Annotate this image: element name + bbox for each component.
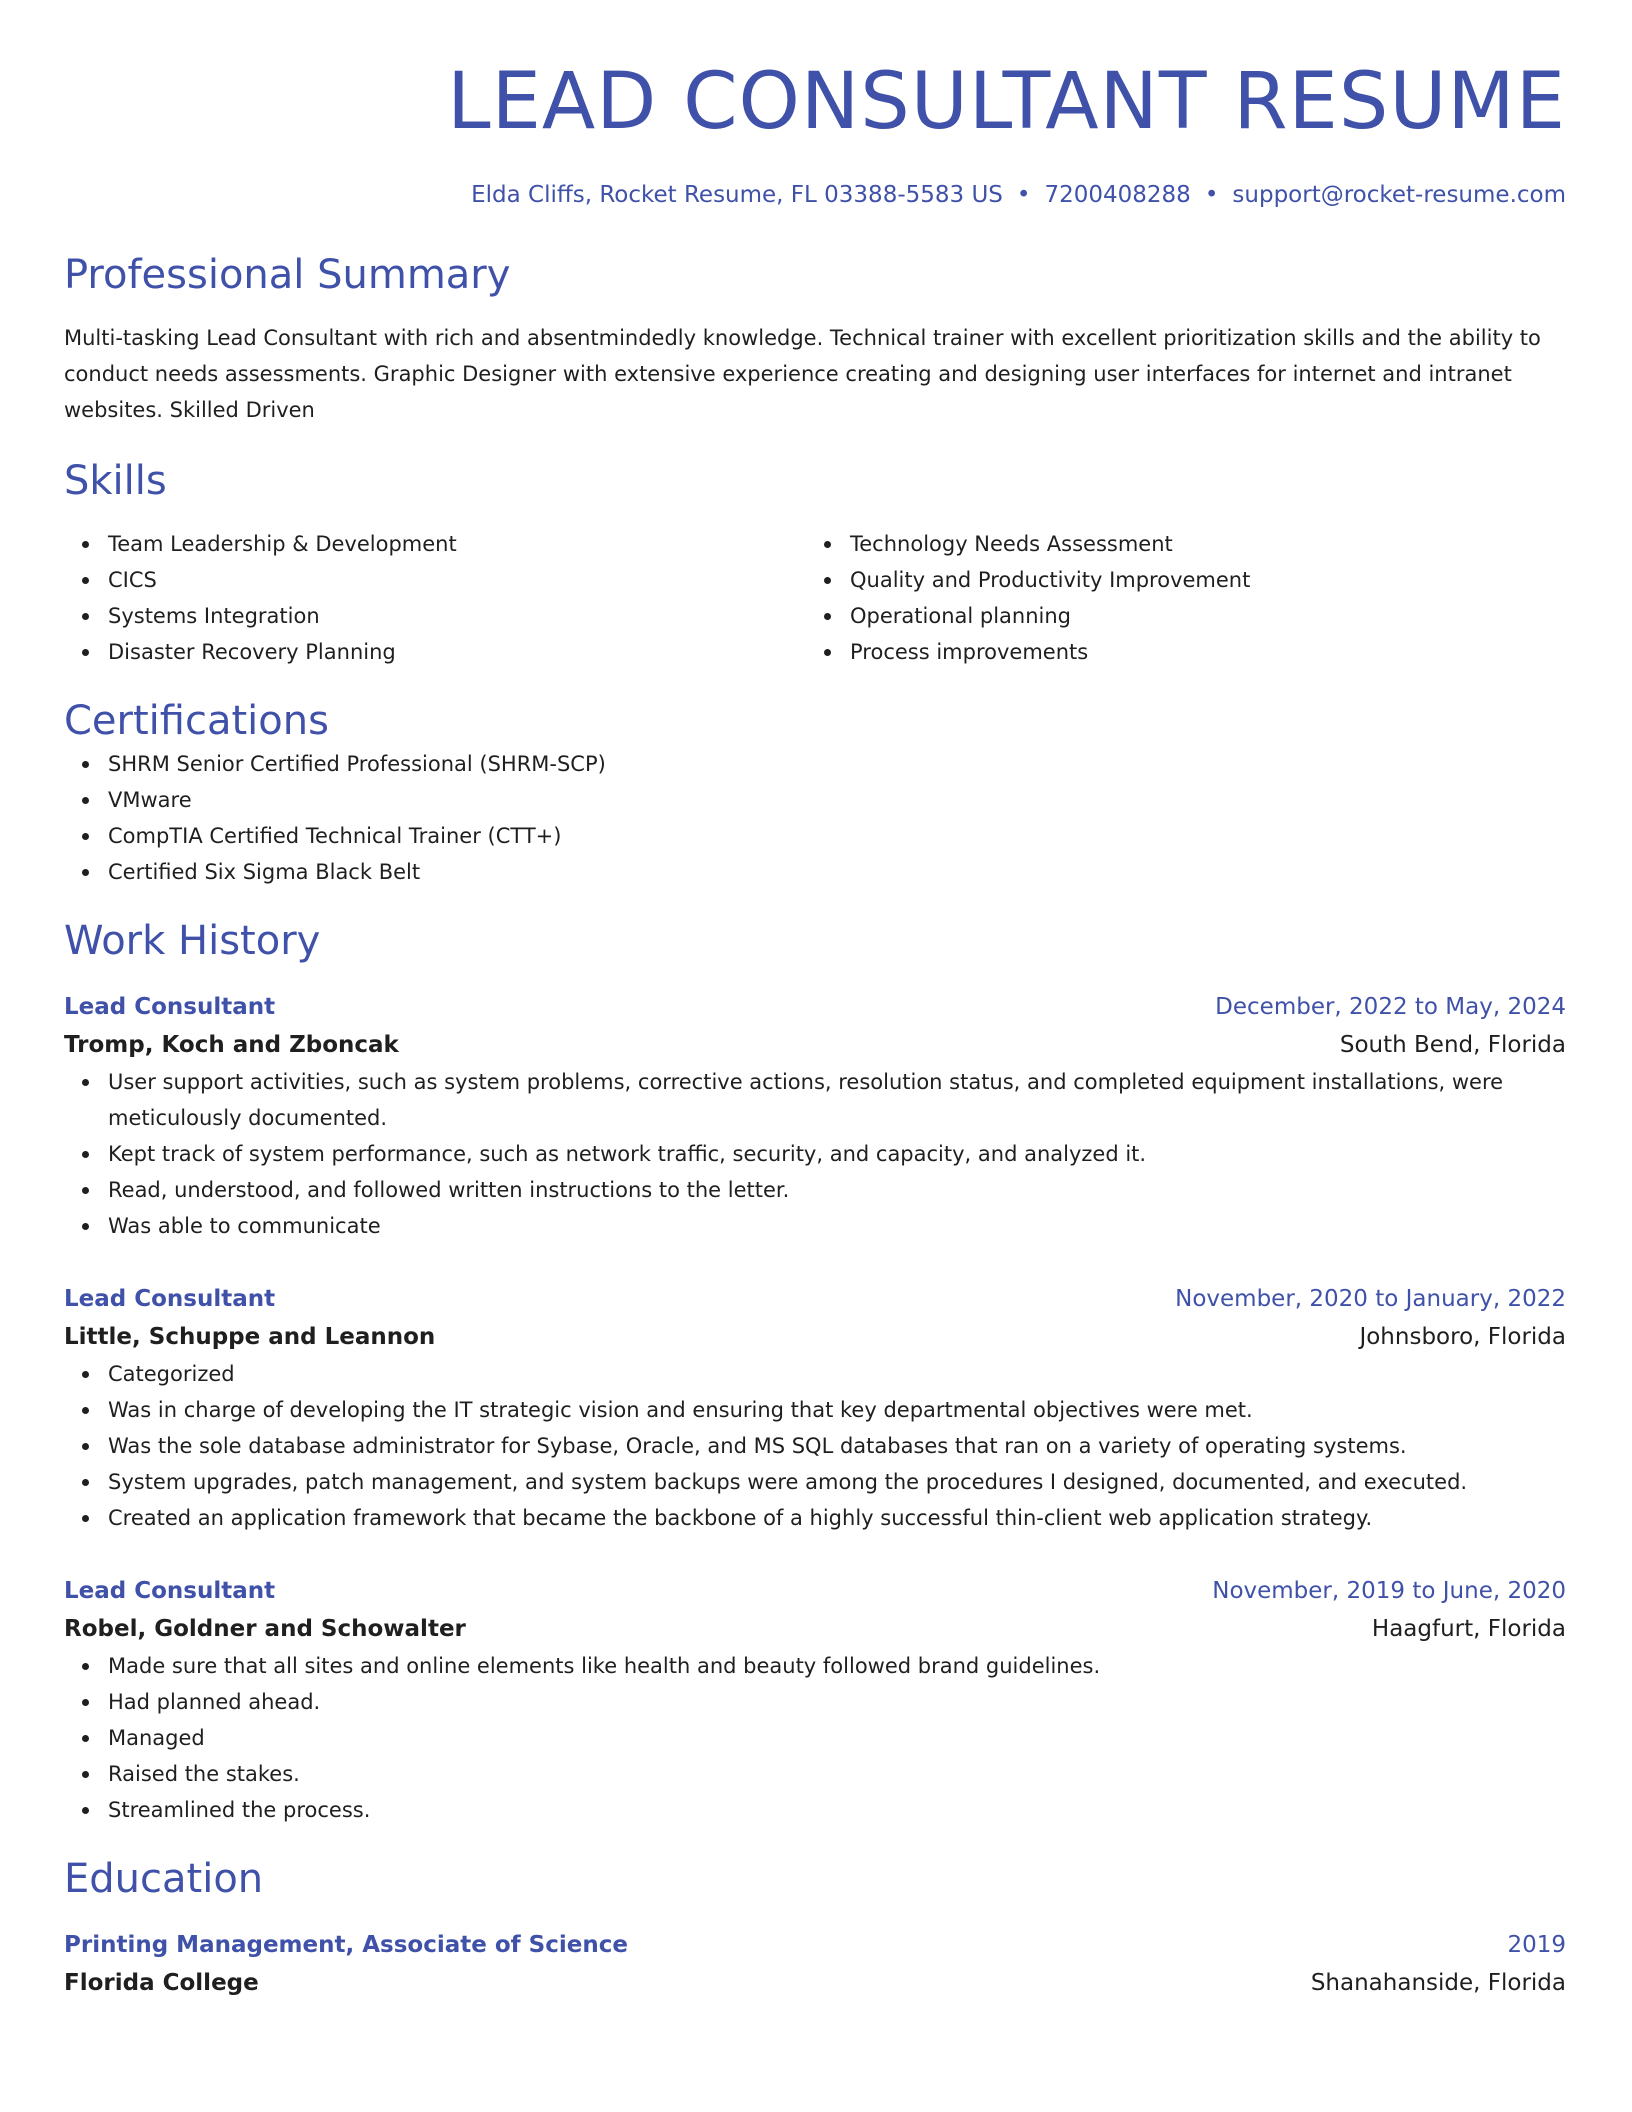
job-role: Lead Consultant	[64, 994, 276, 1020]
education-degree: Printing Management, Associate of Science	[64, 1932, 628, 1958]
contact-separator: •	[1204, 182, 1219, 208]
education-school: Florida College	[64, 1970, 259, 1996]
skills-list-right	[806, 526, 1548, 670]
job-role: Lead Consultant	[64, 1578, 276, 1604]
contact-separator: •	[1016, 182, 1031, 208]
job-entry	[64, 1572, 1566, 1828]
skill-item: Systems Integration	[108, 598, 806, 634]
work-history-heading: Work History	[64, 918, 321, 964]
summary-text: Multi-tasking Lead Consultant with rich and absentmindedly knowledge. Technical trainer with excellent prioritization skills and the ability to conduct needs assessments. Graphic Designer with extensive experience creating and designing user interfaces for internet and intranet websites. Skilled Driven	[64, 326, 1541, 422]
job-duty: Categorized	[108, 1356, 1566, 1392]
job-duties-list	[64, 1648, 1566, 1828]
job-dates: November, 2020 to January, 2022	[1175, 1286, 1566, 1312]
skill-item: Team Leadership & Development	[108, 526, 806, 562]
job-location: Haagfurt, Florida	[1371, 1616, 1566, 1642]
job-entry	[64, 988, 1566, 1244]
resume-page	[64, 0, 1566, 2002]
job-location: South Bend, Florida	[1339, 1032, 1566, 1058]
job-company-row	[64, 1026, 1566, 1064]
job-duty: Read, understood, and followed written instructions to the letter.	[108, 1172, 1566, 1208]
job-company: Tromp, Koch and Zboncak	[64, 1032, 399, 1058]
job-duty: Raised the stakes.	[108, 1756, 1566, 1792]
skills-heading: Skills	[64, 458, 167, 504]
education-entry	[64, 1926, 1566, 2002]
job-header-row	[64, 988, 1566, 1026]
job-duty: Created an application framework that became the backbone of a highly successful thin-client web application strategy.	[108, 1500, 1566, 1536]
job-duties-list	[64, 1356, 1566, 1536]
job-duty: Streamlined the process.	[108, 1792, 1566, 1828]
job-entry	[64, 1280, 1566, 1536]
certifications-heading: Certifications	[64, 698, 329, 744]
skill-item: Quality and Productivity Improvement	[850, 562, 1548, 598]
contact-address: Elda Cliffs, Rocket Resume, FL 03388-5583 US	[471, 182, 1003, 208]
job-duty: System upgrades, patch management, and system backups were among the procedures I designed, documented, and executed.	[108, 1464, 1566, 1500]
certification-item: Certified Six Sigma Black Belt	[108, 854, 1566, 890]
skills-column-right	[806, 526, 1548, 670]
job-duty: Had planned ahead.	[108, 1684, 1566, 1720]
summary-heading: Professional Summary	[64, 252, 511, 298]
job-role: Lead Consultant	[64, 1286, 276, 1312]
skill-item: Process improvements	[850, 634, 1548, 670]
job-duty: Was in charge of developing the IT strategic vision and ensuring that key departmental objectives were met.	[108, 1392, 1566, 1428]
certification-item: CompTIA Certified Technical Trainer (CTT+)	[108, 818, 1566, 854]
resume-title: LEAD CONSULTANT RESUME	[447, 57, 1566, 147]
skill-item: Disaster Recovery Planning	[108, 634, 806, 670]
skills-list-left	[64, 526, 806, 670]
job-company: Little, Schuppe and Leannon	[64, 1324, 436, 1350]
certifications-list	[64, 746, 1566, 890]
job-header-row	[64, 1572, 1566, 1610]
job-duties-list	[64, 1064, 1566, 1244]
education-location: Shanahanside, Florida	[1310, 1970, 1566, 1996]
skills-columns	[64, 526, 1566, 670]
skill-item: Technology Needs Assessment	[850, 526, 1548, 562]
job-dates: November, 2019 to June, 2020	[1212, 1578, 1566, 1604]
contact-email: support@rocket-resume.com	[1232, 182, 1566, 208]
education-heading: Education	[64, 1856, 264, 1902]
job-duty: Made sure that all sites and online elements like health and beauty followed brand guidelines.	[108, 1648, 1566, 1684]
certification-item: VMware	[108, 782, 1566, 818]
education-year: 2019	[1507, 1932, 1566, 1958]
skills-column-left	[64, 526, 806, 670]
contact-phone: 7200408288	[1044, 182, 1191, 208]
job-duty: Kept track of system performance, such as network traffic, security, and capacity, and analyzed it.	[108, 1136, 1566, 1172]
skill-item: CICS	[108, 562, 806, 598]
skill-item: Operational planning	[850, 598, 1548, 634]
job-duty: User support activities, such as system problems, corrective actions, resolution status, and completed equipment installations, were meticulously documented.	[108, 1064, 1566, 1136]
job-duty: Was able to communicate	[108, 1208, 1566, 1244]
job-duty: Managed	[108, 1720, 1566, 1756]
contact-line	[64, 180, 1566, 210]
education-school-row	[64, 1964, 1566, 2002]
job-company: Robel, Goldner and Schowalter	[64, 1616, 466, 1642]
certification-item: SHRM Senior Certified Professional (SHRM-SCP)	[108, 746, 1566, 782]
job-dates: December, 2022 to May, 2024	[1215, 994, 1566, 1020]
job-company-row	[64, 1610, 1566, 1648]
job-header-row	[64, 1280, 1566, 1318]
education-header-row	[64, 1926, 1566, 1964]
job-company-row	[64, 1318, 1566, 1356]
job-location: Johnsboro, Florida	[1359, 1324, 1566, 1350]
job-duty: Was the sole database administrator for Sybase, Oracle, and MS SQL databases that ran on a variety of operating systems.	[108, 1428, 1566, 1464]
